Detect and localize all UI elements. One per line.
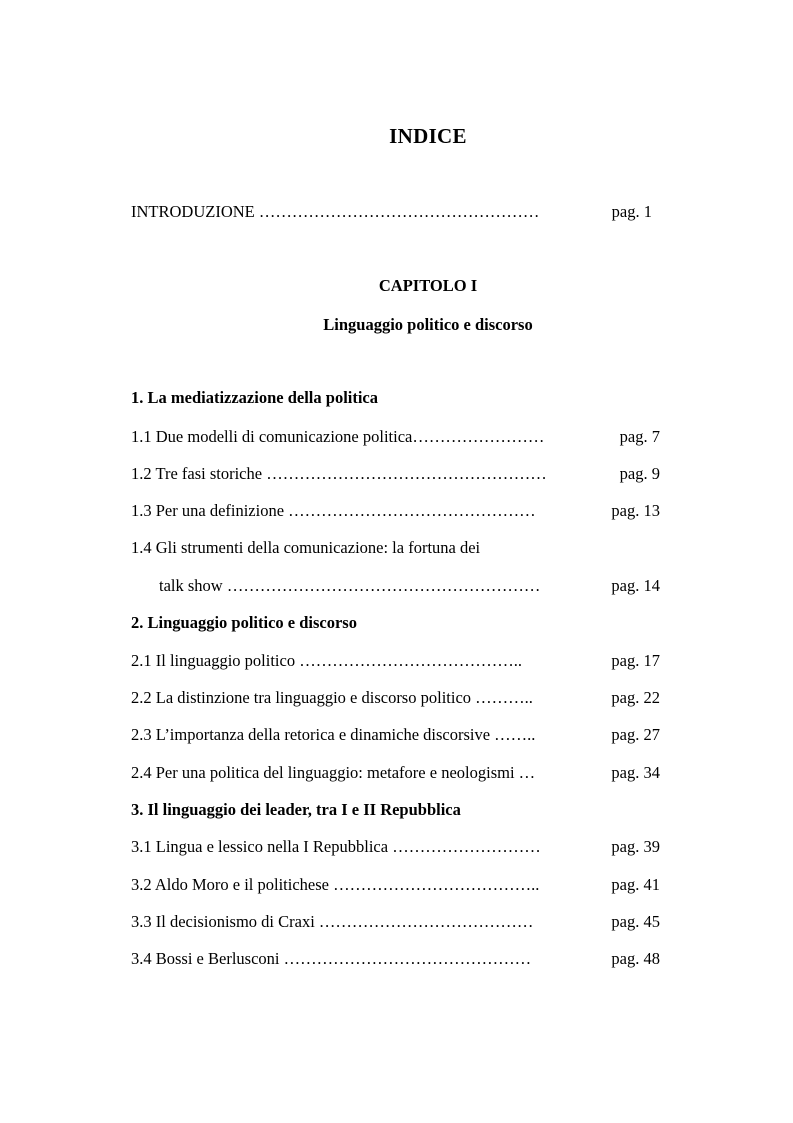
toc-page-number: pag. 9 [619, 464, 660, 483]
toc-entry-label: 1.1 Due modelli di comunicazione politica [131, 427, 413, 446]
toc-entry-label: 3.1 Lingua e lessico nella I Repubblica [131, 837, 389, 856]
toc-entry-1-4[interactable] [131, 538, 480, 558]
toc-page-number: pag. 22 [611, 688, 660, 707]
toc-page-number: pag. 14 [611, 576, 660, 595]
toc-leader-dots: …………………………………………… [266, 464, 547, 483]
toc-page-number: pag. 7 [619, 427, 660, 446]
chapter-subtitle: Linguaggio politico e discorso [323, 315, 533, 334]
toc-page-number: pag. 45 [611, 912, 660, 931]
toc-page-number: pag. 17 [611, 651, 660, 670]
toc-leader-dots: ……………………………….. [333, 875, 540, 894]
toc-entry-label: 2.2 La distinzione tra linguaggio e discorso politico [131, 688, 472, 707]
section-heading-1: 1. La mediatizzazione della politica [131, 388, 379, 407]
toc-leader-dots: ……………………………………… [288, 501, 536, 520]
toc-entry-3-2[interactable] [131, 875, 539, 895]
toc-entry-label: 3.3 Il decisionismo di Craxi [131, 912, 315, 931]
toc-leader-dots: …………………………………………… [258, 202, 540, 221]
section-heading-2: 2. Linguaggio politico e discorso [131, 613, 357, 632]
toc-entry-intro[interactable] [131, 202, 539, 222]
toc-entry-label: INTRODUZIONE [131, 202, 255, 221]
toc-entry-3-4[interactable] [131, 949, 531, 969]
toc-entry-2-3[interactable] [131, 725, 535, 745]
toc-entry-label: 1.3 Per una definizione [131, 501, 285, 520]
toc-entry-3-3[interactable] [131, 912, 533, 932]
toc-entry-label: 1.2 Tre fasi storiche [131, 464, 263, 483]
toc-entry-2-1[interactable] [131, 651, 522, 671]
toc-entry-1-3[interactable] [131, 501, 536, 521]
toc-entry-label: 2.1 Il linguaggio politico [131, 651, 296, 670]
toc-leader-dots: ………………………………………………… [226, 576, 541, 595]
toc-entry-label: talk show [159, 576, 223, 595]
toc-entry-1-1[interactable] [131, 427, 544, 447]
toc-leader-dots: ……………………… [392, 837, 541, 856]
toc-entry-2-4[interactable] [131, 763, 535, 783]
page-title: INDICE [389, 124, 467, 148]
toc-entry-1-4-cont[interactable] [159, 576, 540, 596]
toc-leader-dots: ……………………………………… [283, 949, 532, 968]
toc-leader-dots: ………………………………… [318, 912, 534, 931]
toc-entry-3-1[interactable] [131, 837, 541, 857]
toc-page-number: pag. 34 [611, 763, 660, 782]
toc-page-number: pag. 48 [611, 949, 660, 968]
toc-entry-label: 2.3 L’importanza della retorica e dinamiche discorsive [131, 725, 491, 744]
chapter-number: CAPITOLO I [378, 276, 478, 295]
toc-leader-dots: … [518, 763, 536, 782]
toc-page-number: pag. 39 [611, 837, 660, 856]
toc-leader-dots: …………………… [412, 427, 545, 446]
toc-entry-label: 3.2 Aldo Moro e il politichese [131, 875, 329, 894]
toc-leader-dots: ………………………………….. [299, 651, 522, 670]
section-heading-3: 3. Il linguaggio dei leader, tra I e II Repubblica [131, 800, 461, 819]
toc-page-number: pag. 1 [611, 202, 652, 221]
toc-leader-dots: ……….. [475, 688, 533, 707]
toc-entry-2-2[interactable] [131, 688, 533, 708]
toc-entry-label: 1.4 Gli strumenti della comunicazione: la fortuna dei [131, 538, 481, 557]
toc-page-number: pag. 13 [611, 501, 660, 520]
toc-leader-dots: …….. [494, 725, 536, 744]
toc-page-number: pag. 41 [611, 875, 660, 894]
toc-entry-1-2[interactable] [131, 464, 547, 484]
toc-entry-label: 3.4 Bossi e Berlusconi [131, 949, 280, 968]
toc-entry-label: 2.4 Per una politica del linguaggio: metafore e neologismi [131, 763, 515, 782]
toc-page-number: pag. 27 [611, 725, 660, 744]
